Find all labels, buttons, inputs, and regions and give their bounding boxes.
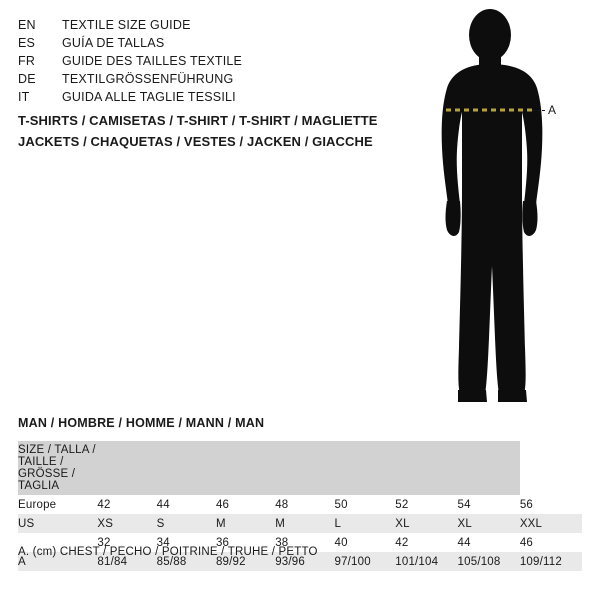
language-text: GUIDE DES TAILLES TEXTILE — [62, 54, 243, 68]
language-code: EN — [18, 18, 36, 32]
cell: 109/112 — [520, 552, 582, 571]
cell: XS — [97, 514, 156, 533]
category-tshirts: T-SHIRTS / CAMISETAS / T-SHIRT / T-SHIRT / MAGLIETTE — [18, 113, 378, 128]
table-row — [18, 514, 582, 533]
cell: 97/100 — [334, 552, 395, 571]
cell: 50 — [334, 495, 395, 514]
cell: 81/84 — [97, 552, 156, 571]
table-header-label: SIZE / TALLA / TAILLE / GRÖSSE / TAGLIA — [18, 441, 97, 495]
cell: XL — [458, 514, 520, 533]
language-row — [18, 70, 398, 88]
language-code: IT — [18, 90, 30, 104]
measure-label-a: A — [548, 103, 557, 117]
cell: XL — [395, 514, 457, 533]
cell: 93/96 — [275, 552, 334, 571]
language-row — [18, 34, 398, 52]
cell: 56 — [520, 495, 582, 514]
language-text: TEXTILGRÖSSENFÜHRUNG — [62, 72, 234, 86]
language-text: GUIDA ALLE TAGLIE TESSILI — [62, 90, 236, 104]
cell: S — [157, 514, 216, 533]
footnote: A. (cm) CHEST / PECHO / POITRINE / TRUHE / PETTO — [18, 546, 318, 558]
cell: 40 — [334, 533, 395, 552]
cell: 34 — [157, 533, 216, 552]
cell: 36 — [216, 533, 275, 552]
cell: 52 — [395, 495, 457, 514]
language-text: TEXTILE SIZE GUIDE — [62, 18, 191, 32]
cell: M — [216, 514, 275, 533]
silhouette-icon — [390, 8, 600, 408]
row-label: Europe — [18, 495, 97, 514]
cell: 42 — [97, 495, 156, 514]
language-code: FR — [18, 54, 36, 68]
cell: 32 — [97, 533, 156, 552]
cell: 54 — [458, 495, 520, 514]
language-row — [18, 52, 398, 70]
row-label: A — [18, 552, 97, 571]
cell: 85/88 — [157, 552, 216, 571]
cell: 44 — [458, 533, 520, 552]
language-code: DE — [18, 72, 36, 86]
cell: 46 — [216, 495, 275, 514]
male-silhouette-figure — [390, 8, 600, 408]
table-header-row — [18, 441, 582, 495]
row-label: US — [18, 514, 97, 533]
cell: M — [275, 514, 334, 533]
language-code: ES — [18, 36, 36, 50]
cell: 101/104 — [395, 552, 457, 571]
cell: 44 — [157, 495, 216, 514]
language-list — [18, 16, 398, 106]
cell: 105/108 — [458, 552, 520, 571]
cell: L — [334, 514, 395, 533]
cell: 89/92 — [216, 552, 275, 571]
table-row — [18, 495, 582, 514]
cell: 48 — [275, 495, 334, 514]
category-jackets: JACKETS / CHAQUETAS / VESTES / JACKEN / GIACCHE — [18, 134, 373, 149]
language-row — [18, 88, 398, 106]
measure-leader-line — [532, 110, 545, 111]
cell: 38 — [275, 533, 334, 552]
table-section-title: MAN / HOMBRE / HOMME / MANN / MAN — [18, 416, 265, 430]
language-text: GUÍA DE TALLAS — [62, 36, 165, 50]
cell: 46 — [520, 533, 582, 552]
language-row — [18, 16, 398, 34]
category-headings — [18, 110, 438, 152]
cell: 42 — [395, 533, 457, 552]
cell: XXL — [520, 514, 582, 533]
